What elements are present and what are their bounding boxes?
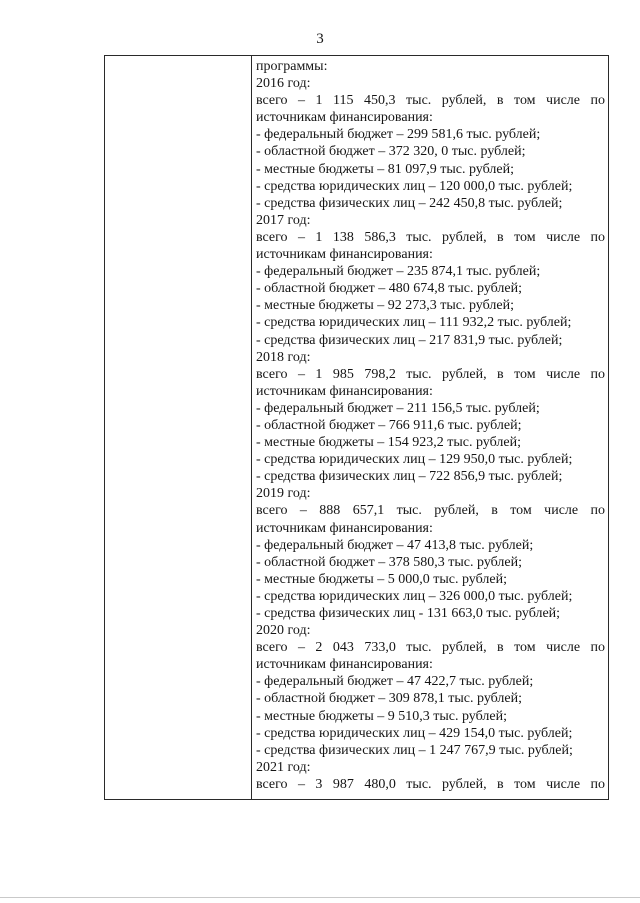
- total-line: всего – 1 985 798,2 тыс. рублей, в том числе по: [256, 366, 605, 382]
- year-heading: 2017 год:: [256, 212, 311, 228]
- list-item: - федеральный бюджет – 211 156,5 тыс. рублей;: [256, 400, 540, 416]
- total-line: всего – 3 987 480,0 тыс. рублей, в том числе по: [256, 776, 605, 792]
- list-item: - местные бюджеты – 154 923,2 тыс. рублей;: [256, 435, 521, 451]
- list-item: - федеральный бюджет – 299 581,6 тыс. рублей;: [256, 127, 541, 143]
- text-line: источникам финансирования:: [256, 657, 433, 673]
- total-line: всего – 1 138 586,3 тыс. рублей, в том числе по: [256, 229, 605, 245]
- text-line: источникам финансирования:: [256, 247, 433, 263]
- year-heading: 2016 год:: [256, 76, 311, 92]
- text-line: источникам финансирования:: [256, 383, 433, 399]
- page-bottom-rule: [0, 897, 640, 898]
- text-line: источникам финансирования:: [256, 520, 433, 536]
- text-line: источникам финансирования:: [256, 110, 433, 126]
- funding-table: [104, 55, 609, 800]
- list-item: - местные бюджеты – 81 097,9 тыс. рублей;: [256, 161, 514, 177]
- list-item: - областной бюджет – 372 320, 0 тыс. рублей;: [256, 144, 526, 160]
- list-item: - областной бюджет – 766 911,6 тыс. рублей;: [256, 417, 522, 433]
- year-heading: 2021 год:: [256, 759, 311, 775]
- list-item: - средства физических лиц – 242 450,8 тыс. рублей;: [256, 195, 563, 211]
- table-right-column: [252, 56, 608, 799]
- list-item: - средства юридических лиц – 326 000,0 тыс. рублей;: [256, 588, 573, 604]
- list-item: - областной бюджет – 378 580,3 тыс. рублей;: [256, 554, 522, 570]
- list-item: - местные бюджеты – 92 273,3 тыс. рублей;: [256, 298, 514, 314]
- list-item: - местные бюджеты – 5 000,0 тыс. рублей;: [256, 571, 507, 587]
- list-item: - средства юридических лиц – 111 932,2 тыс. рублей;: [256, 315, 572, 331]
- list-item: - средства физических лиц – 722 856,9 тыс. рублей;: [256, 469, 563, 485]
- year-heading: 2019 год:: [256, 486, 311, 502]
- list-item: - федеральный бюджет – 47 413,8 тыс. рублей;: [256, 537, 534, 553]
- list-item: - средства юридических лиц – 429 154,0 тыс. рублей;: [256, 725, 573, 741]
- table-left-column: [105, 56, 252, 799]
- list-item: - средства физических лиц - 131 663,0 тыс. рублей;: [256, 606, 561, 621]
- year-heading: 2020 год:: [256, 623, 311, 639]
- list-item: - федеральный бюджет – 47 422,7 тыс. рублей;: [256, 674, 534, 690]
- total-line: всего – 2 043 733,0 тыс. рублей, в том числе по: [256, 640, 605, 656]
- list-item: - федеральный бюджет – 235 874,1 тыс. рублей;: [256, 264, 541, 280]
- list-item: - областной бюджет – 309 878,1 тыс. рублей;: [256, 691, 522, 707]
- year-heading: 2018 год:: [256, 349, 311, 365]
- total-line: всего – 1 115 450,3 тыс. рублей, в том числе по: [256, 93, 605, 109]
- list-item: - средства физических лиц – 1 247 767,9 тыс. рублей;: [256, 742, 573, 758]
- text-line: программы:: [256, 59, 328, 74]
- list-item: - местные бюджеты – 9 510,3 тыс. рублей;: [256, 708, 507, 724]
- page-number: 3: [316, 31, 324, 47]
- total-line: всего – 888 657,1 тыс. рублей, в том числе по: [256, 503, 605, 519]
- list-item: - средства юридических лиц – 120 000,0 тыс. рублей;: [256, 178, 573, 194]
- list-item: - средства физических лиц – 217 831,9 тыс. рублей;: [256, 332, 563, 348]
- list-item: - областной бюджет – 480 674,8 тыс. рублей;: [256, 281, 522, 297]
- list-item: - средства юридических лиц – 129 950,0 тыс. рублей;: [256, 452, 573, 468]
